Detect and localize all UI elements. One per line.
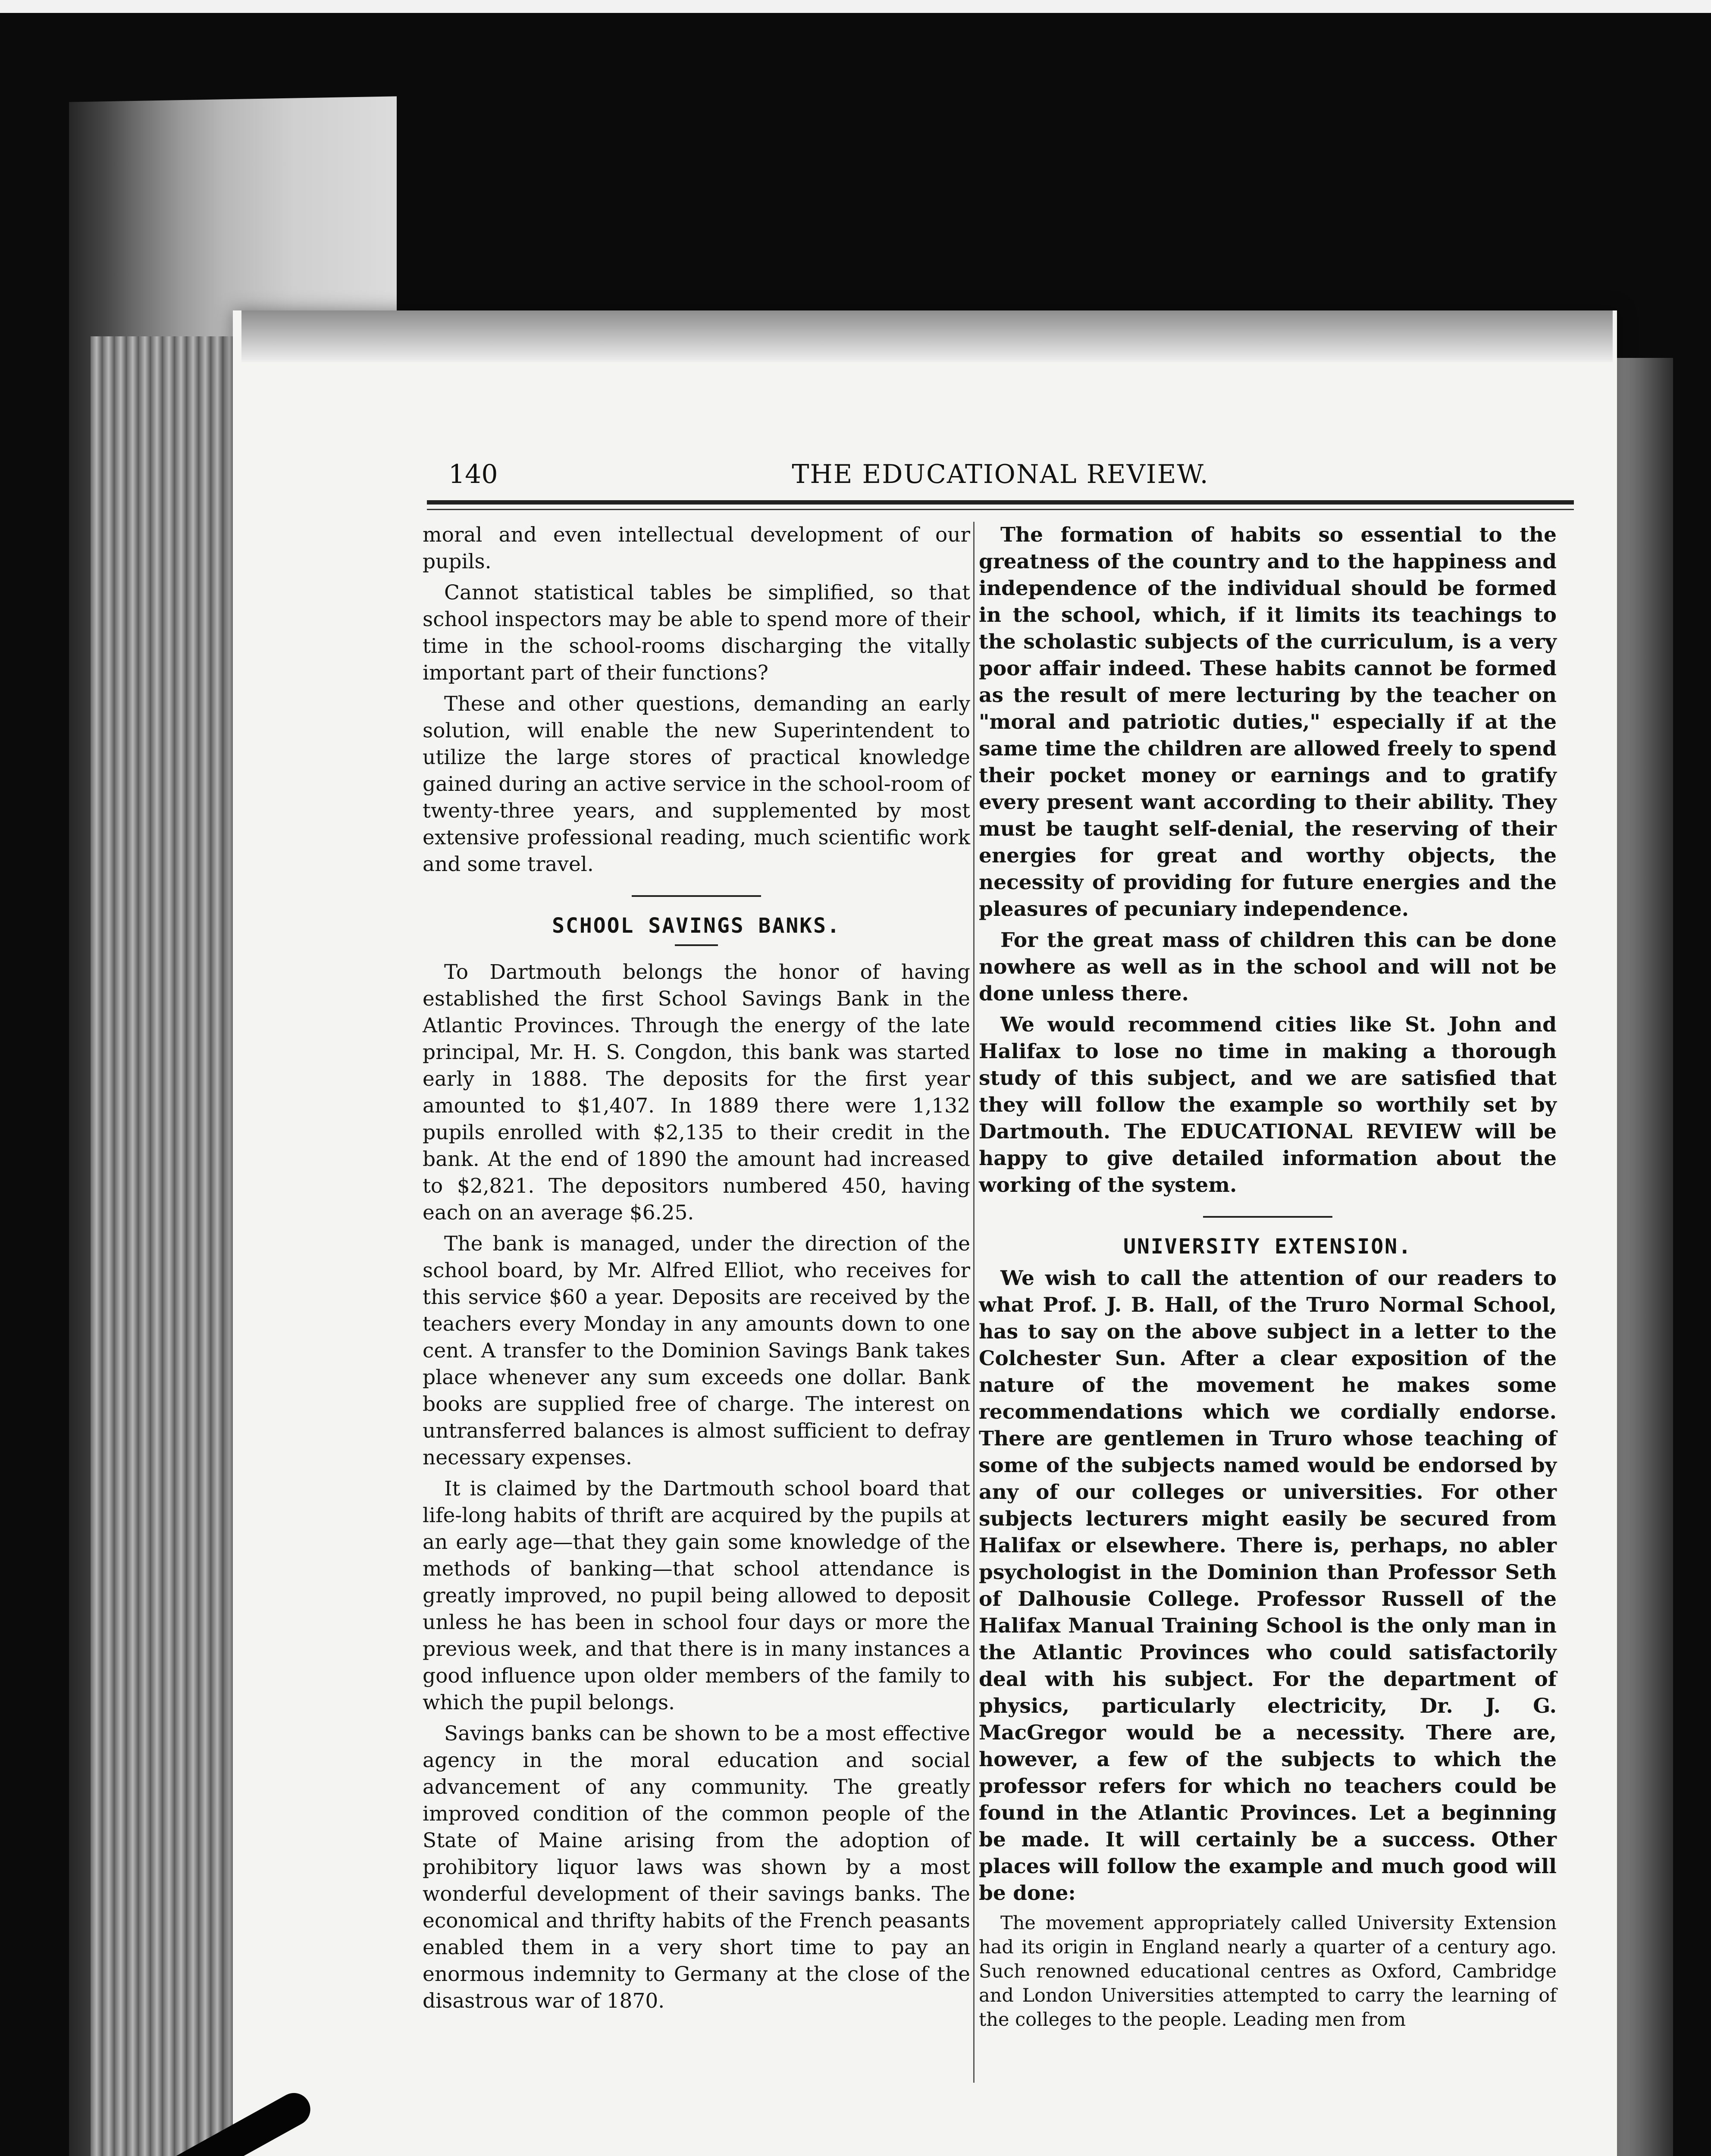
header-rule	[427, 500, 1574, 505]
book-page-edges	[91, 336, 246, 2156]
paragraph: We wish to call the attention of our readers to what Prof. J. B. Hall, of the Truro Normal School, has to say on the above subject in a letter to the Colchester Sun. After a clear exposition of the nature of the movement he makes some recommendations which we cordially endorse. There are gentlemen in Truro whose teaching of some of the subjects named would be endorsed by any of our colleges or universities. For other subjects lecturers might easily be secured from Halifax or elsewhere. There is, perhaps, no abler psychologist in the Dominion than Professor Seth of Dalhousie College. Professor Russell of the Halifax Manual Training School is the only man in the Atlantic Provinces who could satisfactorily deal with his subject. For the department of physics, particularly electricity, Dr. J. G. MacGregor would be a necessity. There are, however, a few of the subjects to which the professor refers for which no teachers could be found in the Atlantic Provinces. Let a beginning be made. It will certainly be a success. Other places will follow the example and much good will be done:	[979, 1266, 1557, 1905]
paragraph: Cannot statistical tables be simplified, so that school inspectors may be able to spend more of their time in the school-rooms discharging the vitally important part of their functions?	[423, 581, 970, 685]
paragraph: The bank is managed, under the direction of the school board, by Mr. Alfred Elliot, who receives for this service $60 a year. Deposits are received by the teachers every Monday in any amounts down to one cent. A transfer to the Dominion Savings Bank takes place whenever any sum exceeds one dollar. Bank books are supplied free of charge. The interest on untransferred balances is almost sufficient to defray necessary expenses.	[423, 1232, 970, 1470]
left-column	[423, 522, 970, 2019]
paragraph: The formation of habits so essential to the greatness of the country and to the happiness and independence of the individual should be formed in the school, which, if it limits its teachings to the scholastic subjects of the curriculum, is a very poor affair indeed. These habits cannot be formed as the result of mere lecturing by the teacher on "moral and patriotic duties," especially if at the same time the children are allowed freely to spend their pocket money or earnings and to gratify every present want according to their ability. They must be taught self-denial, the reserving of their energies for great and worthy objects, the necessity of providing for future energies and the pleasures of pecuniary independence.	[979, 523, 1557, 921]
page-shadow	[241, 310, 1613, 362]
title-rule	[675, 944, 718, 946]
right-column	[979, 522, 1557, 2036]
paragraph: To Dartmouth belongs the honor of having established the first School Savings Bank in the Atlantic Provinces. Through the energy of the late principal, Mr. H. S. Congdon, this bank was started early in 1888. The deposits for the first year amounted to $1,407. In 1889 there were 1,132 pupils enrolled with $2,135 to their credit in the bank. At the end of 1890 the amount had increased to $2,821. The depositors numbered 450, having each on an average $6.25.	[423, 960, 970, 1225]
quoted-paragraph: The movement appropriately called University Extension had its origin in England nearly a quarter of a century ago. Such renowned educational centres as Oxford, Cambridge and London Universities attempted to carry the learning of the colleges to the people. Leading men from	[979, 1912, 1557, 2031]
running-head: THE EDUCATIONAL REVIEW.	[792, 459, 1209, 489]
section-title-savings-banks: SCHOOL SAVINGS BANKS.	[552, 914, 841, 938]
paragraph: Savings banks can be shown to be a most effective agency in the moral education and social advancement of any community. The greatly improved condition of the common people of the State of Maine arising from the adoption of prohibitory liquor laws was shown by a most wonderful development of their savings banks. The economical and thrifty habits of the French peasants enabled them in a very short time to pay an enormous indemnity to Germany at the close of the disastrous war of 1870.	[423, 1722, 970, 2013]
paragraph: For the great mass of children this can be done nowhere as well as in the school and will not be done unless there.	[979, 928, 1557, 1006]
section-title-university-extension: UNIVERSITY EXTENSION.	[1123, 1235, 1412, 1259]
header-rule-thin	[427, 509, 1574, 510]
page-header	[427, 459, 1565, 494]
paragraph: We would recommend cities like St. John and Halifax to lose no time in making a thorough study of this subject, and we are satisfied that they will follow the example so worthily set by Dartmouth. The EDUCATIONAL REVIEW will be happy to give detailed information about the working of the system.	[979, 1013, 1557, 1197]
page-number: 140	[448, 459, 498, 489]
section-divider	[632, 895, 761, 897]
column-divider	[973, 522, 975, 2083]
paragraph: These and other questions, demanding an early solution, will enable the new Superintendent to utilize the large stores of practical knowledge gained during an active service in the school-room of twenty-three years, and supplemented by most extensive professional reading, much scientific work and some travel.	[423, 692, 970, 876]
section-divider	[1203, 1216, 1332, 1218]
film-border-top	[0, 0, 1711, 13]
paragraph: moral and even intellectual development of our pupils.	[423, 523, 970, 573]
paragraph: It is claimed by the Dartmouth school board that life-long habits of thrift are acquired by the pupils at an early age—that they gain some knowledge of the methods of banking—that school attendance is greatly improved, no pupil being allowed to deposit unless he has been in school four days or more the previous week, and that there is in many instances a good influence upon older members of the family to which the pupil belongs.	[423, 1477, 970, 1714]
